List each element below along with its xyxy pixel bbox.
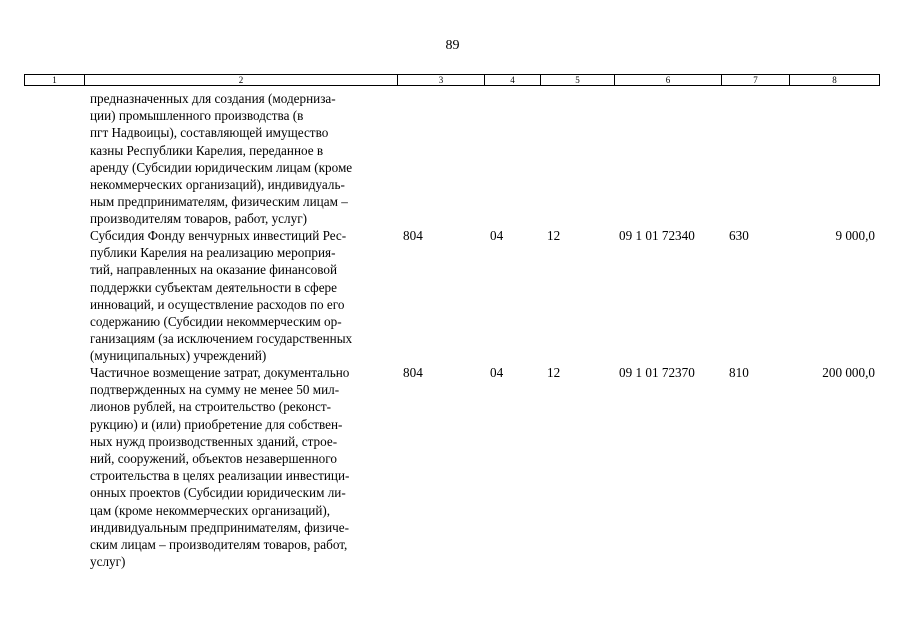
table-header	[24, 74, 880, 86]
column-header-1: 1	[25, 75, 85, 85]
column-header-4: 4	[485, 75, 541, 85]
row-description: предназначенных для создания (модерниза- ции) промышленного производства (в пгт Надвоицы), составляющей имущество казны Республики Карелия, переданное в аренду (Субсидии юридическим лицам (кроме некоммерческих организаций), индивидуаль- ным предпринимателям, физическим лицам – производителям товаров, работ, услуг)	[90, 91, 353, 227]
column-header-8: 8	[832, 75, 837, 85]
row-section: 04	[490, 365, 504, 380]
column-header-7: 7	[722, 75, 790, 85]
row-code-ministry: 804	[403, 228, 423, 243]
row-target-article: 09 1 01 72370	[619, 365, 695, 380]
row-expense-type: 630	[729, 228, 749, 243]
page-number: 89	[445, 38, 460, 53]
row-description: Субсидия Фонду венчурных инвестиций Рес- публики Карелия на реализацию мероприя- тий, направленных на оказание финансовой поддержки субъектам деятельности в сфере инноваций, и осуществление расходов по его содержанию (Субсидии некоммерческим ор- ганизациям (за исключением государственных (муниципальных) учреждений)	[90, 228, 353, 364]
row-amount: 9 000,0	[835, 228, 875, 243]
row-subsection: 12	[547, 365, 561, 380]
column-header-5: 5	[541, 75, 615, 85]
row-section: 04	[490, 228, 504, 243]
row-expense-type: 810	[729, 365, 749, 380]
row-subsection: 12	[547, 228, 561, 243]
row-target-article: 09 1 01 72340	[619, 228, 695, 243]
column-header-3: 3	[398, 75, 485, 85]
column-header-2: 2	[85, 75, 398, 85]
row-amount: 200 000,0	[822, 365, 875, 380]
row-description: Частичное возмещение затрат, документально подтвержденных на сумму не менее 50 мил- лионов рублей, на строительство (реконст- рукцию) и (или) приобретение для собствен- ных нужд производственных зданий, строе- ний, сооружений, объектов незавершенного строительства в целях реализации инвестици- онных проектов (Субсидии юридическим ли- цам (кроме некоммерческих организаций), индивидуальным предпринимателям, физиче- ским лицам – производителям товаров, работ, услуг)	[90, 365, 350, 570]
column-header-6: 6	[615, 75, 722, 85]
row-code-ministry: 804	[403, 365, 423, 380]
